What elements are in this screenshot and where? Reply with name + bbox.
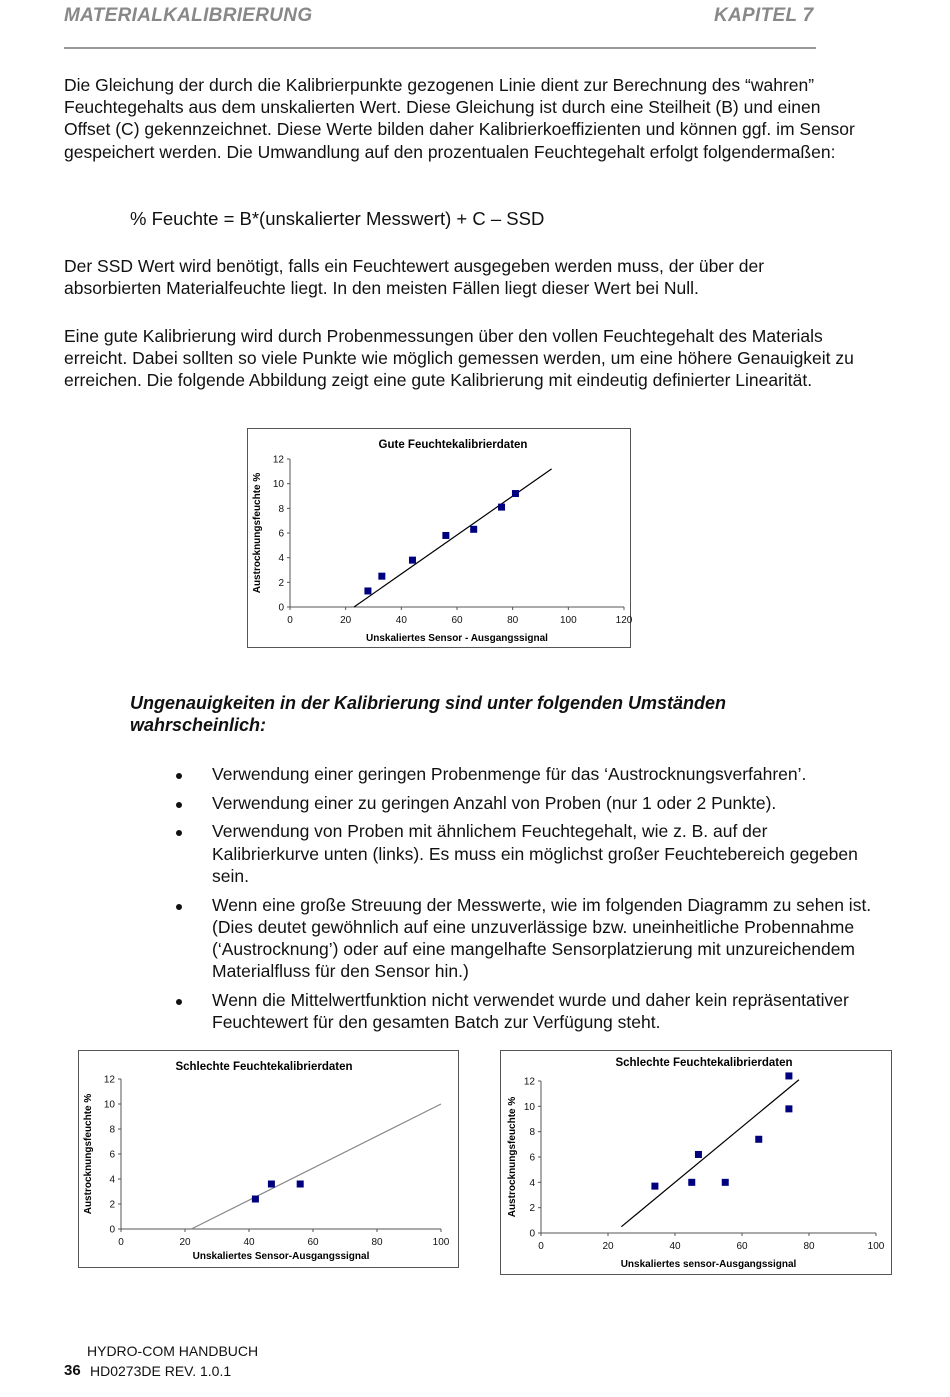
y-tick-label: 6 — [529, 1152, 535, 1164]
footer-manual-title: HYDRO-COM HANDBUCH — [87, 1343, 259, 1359]
y-tick-label: 2 — [529, 1203, 535, 1215]
y-tick-label: 0 — [529, 1228, 535, 1240]
y-tick-label: 10 — [272, 479, 284, 491]
y-axis-label: Austrocknungsfeuchte % — [252, 472, 263, 594]
list-item — [176, 792, 876, 814]
y-tick-label: 4 — [529, 1177, 535, 1189]
data-point — [442, 532, 449, 539]
y-tick-label: 6 — [278, 528, 284, 540]
list-item-text: Wenn eine große Streuung der Messwerte, wie im folgenden Diagramm zu sehen ist. (Dies deutet gewöhnlich auf eine unzuverlässige bzw. uneinheitliche Probennahme (‘Austrocknung’) oder auf eine mangelhafte Sensorplatzierung mit unzureichendem Materialfluss für den Sensor hin.) — [212, 894, 872, 982]
x-tick-label: 0 — [538, 1241, 544, 1252]
data-point — [409, 557, 416, 564]
paragraph-equation-intro: Die Gleichung der durch die Kalibrierpunkte gezogenen Linie dient zur Berechnung des “wahren” Feuchtegehalts aus dem unskalierten Wert. Diese Gleichung ist durch eine Steilheit (B) und einen Offset (C) gekennzeichnet. Diese Werte bilden daher Kalibrierkoeffizienten und können ggf. im Sensor gespeichert werden. Die Umwandlung auf den prozentualen Feuchtegehalt erfolgt folgendermaßen: — [64, 75, 855, 162]
y-tick-label: 8 — [529, 1127, 535, 1139]
list-item — [176, 989, 876, 1033]
data-point — [651, 1183, 658, 1190]
bullet-dot-icon — [176, 904, 182, 910]
data-point — [755, 1136, 762, 1143]
chart-bad-calibration-right — [500, 1050, 892, 1275]
header-divider — [64, 47, 816, 49]
bullet-dot-icon — [176, 802, 182, 808]
x-tick-label: 20 — [602, 1241, 614, 1252]
x-tick-label: 20 — [340, 615, 352, 626]
list-item-text: Verwendung von Proben mit ähnlichem Feuchtegehalt, wie z. B. auf der Kalibrierkurve unten (links). Es muss ein möglichst großer Feuchtebereich gegeben sein. — [212, 821, 858, 886]
list-item-text: Verwendung einer geringen Probenmenge für das ‘Austrocknungsverfahren’. — [212, 764, 807, 784]
chart-bad-calibration-left — [78, 1050, 459, 1268]
y-tick-label: 4 — [109, 1174, 115, 1186]
paragraph-ssd: Der SSD Wert wird benötigt, falls ein Feuchtewert ausgegeben werden muss, der über der absorbierten Materialfeuchte liegt. In den meisten Fällen liegt dieser Wert bei Null. — [64, 256, 765, 299]
data-point — [512, 490, 519, 497]
list-item-text: Verwendung einer zu geringen Anzahl von Proben (nur 1 oder 2 Punkte). — [212, 792, 777, 813]
chart-title: Gute Feuchtekalibrierdaten — [378, 439, 528, 451]
formula: % Feuchte = B*(unskalierter Messwert) + C – SSD — [130, 208, 545, 229]
chart-title: Schlechte Feuchtekalibrierdaten — [615, 1057, 793, 1069]
chart-bad-calibration-left-svg — [79, 1051, 458, 1267]
header-chapter-title: MATERIALKALIBRIERUNG — [64, 5, 313, 26]
data-point — [364, 587, 371, 594]
footer-page-number: 36 — [64, 1362, 81, 1379]
footer-revision: HD0273DE REV. 1.0.1 — [90, 1363, 232, 1379]
y-tick-label: 4 — [278, 553, 284, 565]
data-point — [785, 1105, 792, 1112]
trend-line — [354, 469, 552, 607]
list-item-text: Wenn die Mittelwertfunktion nicht verwendet wurde und daher kein repräsentativer Feuchtewert für den gesamten Batch zur Verfügung steht. — [212, 989, 849, 1033]
x-tick-label: 0 — [118, 1237, 124, 1248]
x-tick-label: 40 — [669, 1241, 681, 1252]
y-tick-label: 12 — [523, 1076, 535, 1088]
data-point — [297, 1181, 304, 1188]
y-tick-label: 8 — [109, 1124, 115, 1136]
x-tick-label: 40 — [243, 1237, 255, 1248]
bullet-dot-icon — [176, 830, 182, 836]
y-axis-label: Austrocknungsfeuchte % — [507, 1096, 518, 1218]
bullet-list — [176, 763, 876, 1040]
data-point — [695, 1151, 702, 1158]
chart-good-calibration — [247, 428, 631, 648]
x-tick-label: 60 — [451, 615, 463, 626]
x-axis-label: Unskaliertes Sensor-Ausgangssignal — [192, 1251, 370, 1262]
x-tick-label: 20 — [179, 1237, 191, 1248]
bullet-dot-icon — [176, 773, 182, 779]
list-item — [176, 820, 876, 887]
x-tick-label: 80 — [371, 1237, 383, 1248]
data-point — [470, 526, 477, 533]
x-tick-label: 40 — [395, 615, 407, 626]
x-tick-label: 80 — [507, 615, 519, 626]
bullet-dot-icon — [176, 999, 182, 1005]
y-tick-label: 0 — [278, 602, 284, 614]
data-point — [378, 573, 385, 580]
x-axis-label: Unskaliertes sensor-Ausgangssignal — [620, 1259, 797, 1270]
x-tick-label: 0 — [287, 615, 293, 626]
x-tick-label: 100 — [867, 1241, 885, 1252]
x-tick-label: 100 — [432, 1237, 450, 1248]
y-tick-label: 2 — [278, 577, 284, 589]
x-axis-label: Unskaliertes Sensor - Ausgangssignal — [366, 633, 548, 644]
x-tick-label: 80 — [803, 1241, 815, 1252]
x-tick-label: 60 — [307, 1237, 319, 1248]
data-point — [252, 1196, 259, 1203]
x-tick-label: 120 — [615, 615, 633, 626]
header-chapter-number: KAPITEL 7 — [714, 5, 814, 26]
y-axis-label: Austrocknungsfeuchte % — [83, 1093, 94, 1215]
list-item — [176, 894, 876, 983]
chart-bad-calibration-right-svg — [501, 1051, 891, 1274]
y-tick-label: 8 — [278, 503, 284, 515]
x-tick-label: 100 — [559, 615, 577, 626]
y-tick-label: 10 — [523, 1101, 535, 1113]
trend-line — [621, 1080, 799, 1227]
y-tick-label: 6 — [109, 1149, 115, 1161]
data-point — [722, 1179, 729, 1186]
y-tick-label: 12 — [272, 454, 284, 466]
data-point — [688, 1179, 695, 1186]
x-tick-label: 60 — [736, 1241, 748, 1252]
y-tick-label: 12 — [103, 1074, 115, 1086]
data-point — [785, 1072, 792, 1079]
chart-good-calibration-svg — [248, 429, 633, 647]
trend-line — [191, 1104, 441, 1229]
y-tick-label: 10 — [103, 1099, 115, 1111]
chart-title: Schlechte Feuchtekalibrierdaten — [175, 1061, 353, 1073]
y-tick-label: 2 — [109, 1199, 115, 1211]
paragraph-good-calibration: Eine gute Kalibrierung wird durch Probenmessungen über den vollen Feuchtegehalt des Materials erreicht. Dabei sollten so viele Punkte wie möglich gemessen werden, um eine höhere Genauigkeit zu erreichen. Die folgende Abbildung zeigt eine gute Kalibrierung mit eindeutig definierter Linearität. — [64, 326, 854, 391]
data-point — [498, 504, 505, 511]
y-tick-label: 0 — [109, 1224, 115, 1236]
list-item — [176, 763, 876, 785]
section-subheading: Ungenauigkeiten in der Kalibrierung sind unter folgenden Umständen wahrscheinlich: — [130, 693, 727, 735]
data-point — [268, 1181, 275, 1188]
